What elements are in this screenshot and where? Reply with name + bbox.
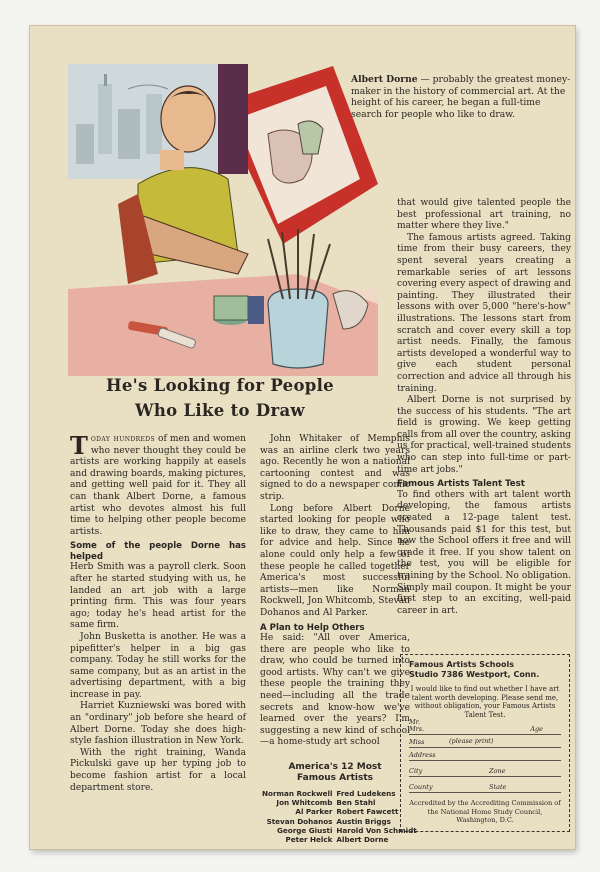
miss-field[interactable] <box>409 736 561 748</box>
paragraph: that would give talented people the best professional art training, no matter where they live." <box>397 198 571 232</box>
city-field[interactable] <box>409 765 561 777</box>
coupon-fields <box>409 718 561 793</box>
article-column-3 <box>397 198 571 617</box>
artist-name: Peter Helck <box>285 835 333 845</box>
artist-name: Albert Dorne <box>336 835 389 845</box>
city-label: City <box>409 767 423 776</box>
intro-paragraph <box>70 431 246 538</box>
artist-illustration <box>68 64 378 376</box>
artist-name: Al Parker <box>295 807 333 817</box>
subhead-plan: A Plan to Help Others <box>260 622 365 633</box>
mrs-label: Mrs. <box>409 725 425 734</box>
artists-list <box>260 789 419 844</box>
county-label: County <box>409 783 433 792</box>
print-note: (please print) <box>449 737 494 746</box>
mr-label: Mr. <box>409 718 421 727</box>
artist-name: Austin Briggs <box>336 816 391 826</box>
artist-row <box>260 835 419 844</box>
paragraph: To find others with art talent worth developing, the famous artists created a 12-page talent test. Thousands paid $1 for this test, but now the School offers it free and will grade it free. If you show talent on the test, you will be eligible for training by the School. No obligation. Simply mail coupon. It might be your first step to an exciting, well-paid career in art. <box>397 489 571 616</box>
coupon-address: Studio 7386 Westport, Conn. <box>409 670 540 679</box>
illustration-caption <box>351 74 571 120</box>
paragraph: With the right training, Wanda Pickulski gave up her typing job to become fashion artist for a local department store. <box>70 747 246 793</box>
subhead-talent-test: Famous Artists Talent Test <box>397 479 525 490</box>
county-field[interactable] <box>409 781 561 793</box>
coupon-body: I would like to find out whether I have art talent worth developing. Please send me, without obligation, your Famous Artists Talent Test. <box>410 685 560 719</box>
coupon-school-name: Famous Artists Schools <box>409 660 514 669</box>
address-field[interactable] <box>409 749 561 761</box>
artist-name: Norman Rockwell <box>262 789 333 798</box>
artist-name: Stevan Dohanos <box>266 816 333 826</box>
intro-text: of men and women who never thought they could be artists are working happily at easels and drawing boards, making pictures, and getting well paid for it. They all can thank Albert Dorne, a famous artist who devotes almost his full time to helping other people become artists. <box>70 434 246 537</box>
magazine-page <box>30 26 575 849</box>
headline-line2: Who Like to Draw <box>135 401 305 420</box>
miss-label: Miss <box>409 738 425 747</box>
artist-row <box>260 826 419 835</box>
paragraph: John Busketta is another. He was a pipefitter's helper in a big gas company. Today he still works for the same company, but as an artist in the advertising department, with a big increase in pay. <box>70 631 246 700</box>
address-label: Address <box>409 751 436 760</box>
paragraph: Long before Albert Dorne started looking for people who like to draw, they came to him for advice and help. Since he alone could only help a few of these people he called together America's most successful artists—men like Norman Rockwell, Jon Whitcomb, Stevan Dohanos and Al Parker. <box>260 503 410 618</box>
state-label: State <box>489 783 507 792</box>
paragraph: John Whitaker of Memphis was an airline clerk two years ago. Recently he won a national cartooning contest and was signed to do a newspaper comic strip. <box>260 434 410 502</box>
headline <box>70 373 370 423</box>
artist-row <box>260 807 419 816</box>
artists-title-line2: Famous Artists <box>297 773 373 783</box>
subhead-people-helped: Some of the people Dorne has helped <box>70 541 246 562</box>
paragraph: He said: "All over America, there are people who like to draw, who could be turned into good artists. Why can't we give these people the training they need—including all the trade secrets and know-how we've learned over the years? I'm suggesting a new kind of school—a home-study art school <box>260 633 410 748</box>
zone-label: Zone <box>489 767 506 776</box>
mail-coupon[interactable] <box>400 654 570 832</box>
artist-row <box>260 817 419 826</box>
artist-name: Robert Fawcett <box>336 807 399 817</box>
artist-name: Fred Ludekens <box>336 789 396 798</box>
artist-name: George Giusti <box>276 825 333 835</box>
accreditation-note: Accredited by the Accrediting Commission of the National Home Study Council, Washington, D.C. <box>409 799 561 824</box>
article-column-2 <box>260 434 410 749</box>
age-label: Age <box>530 725 543 734</box>
drop-cap: T <box>70 431 88 460</box>
name-field[interactable] <box>409 718 561 735</box>
artist-row <box>260 798 419 807</box>
paragraph: Harriet Kuzniewski was bored with an "ordinary" job before she heard of Albert Dorne. Today she does high-style fashion illustration in New York. <box>70 701 246 747</box>
paragraph: Herb Smith was a payroll clerk. Soon after he started studying with us, he landed an art job with a large printing firm. This was four years ago; today he's head artist for the same firm. <box>70 562 246 631</box>
article-column-1 <box>70 431 246 794</box>
artist-name: Harold Von Schmidt <box>336 825 417 835</box>
intro-smallcaps: oday hundreds <box>90 434 156 444</box>
artist-row <box>260 789 419 798</box>
artists-title-line1: America's 12 Most <box>288 762 382 772</box>
artist-name: Ben Stahl <box>336 798 376 808</box>
paragraph: Albert Dorne is not surprised by the success of his students. "The art field is growing. We keep getting calls from all over the country, asking us for practical, well-trained students who can step into full-time or part-time art jobs." <box>397 395 571 475</box>
caption-name: Albert Dorne <box>351 74 418 85</box>
caption-text: — probably the greatest money-maker in the history of commercial art. At the height of his career, he began a full-time search for people who like to draw. <box>351 74 571 120</box>
headline-line1: He's Looking for People <box>106 376 334 395</box>
artist-name: Jon Whitcomb <box>276 798 333 808</box>
paragraph: The famous artists agreed. Taking time from their busy careers, they spent several years creating a remarkable series of art lessons covering every aspect of drawing and painting. They illustrated their lessons with over 5,000 "here's-how" illustrations. The lessons start from scratch and cover every skill a top artist needs. Finally, the famous artists developed a wonderful way to give each student personal correction and advice all through his training. <box>397 232 571 394</box>
